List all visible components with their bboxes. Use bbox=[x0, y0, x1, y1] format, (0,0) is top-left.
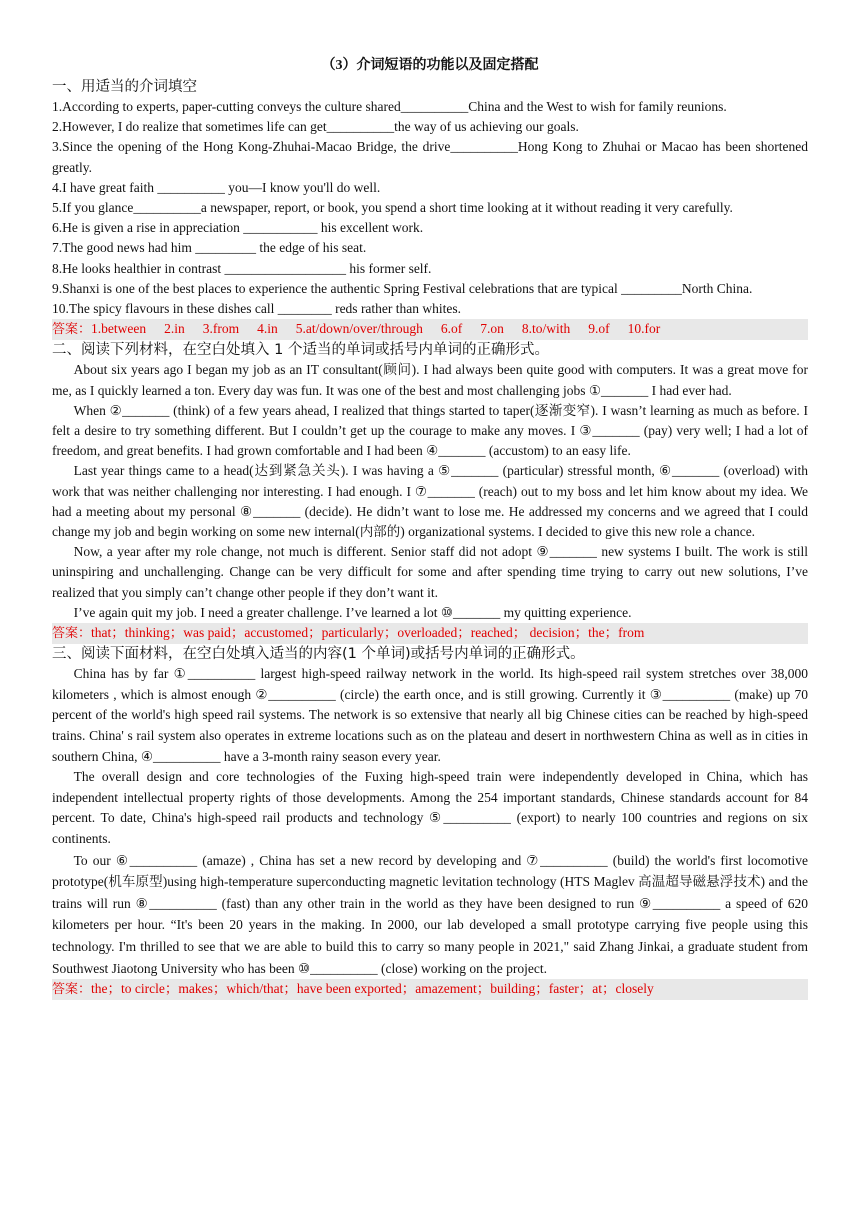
passage-paragraph: The overall design and core technologies of the Fuxing high-speed train were independently developed in China, which has independent intellectual property rights of those developments. Among the 254 important standards, Chinese standards account for 84 percent. To date, China's high-speed rail products and technology ⑤__________ (export) to nearly 100 countries and regions on six continents. bbox=[52, 769, 808, 847]
question-item: 5.If you glance__________a newspaper, report, or book, you spend a short time looking at it without reading it very carefully. bbox=[52, 200, 733, 216]
answer-item: 2.in bbox=[164, 321, 185, 337]
passage-paragraph: I’ve again quit my job. I need a greater challenge. I’ve learned a lot ⑩_______ my quitting experience. bbox=[73, 604, 632, 620]
answer-item: 7.on bbox=[480, 321, 504, 337]
answer-item: 8.to/with bbox=[521, 321, 571, 337]
section3-heading: 三、阅读下面材料，在空白处填入适当的内容(1 个单词)或括号内单词的正确形式。 bbox=[52, 646, 585, 663]
passage-paragraph: About six years ago I began my job as an IT consultant(顾问). I had always been quite good with computers. It was a great move for me, as I quickly learned a ton. Every day was fun. It was one of the best and most challenging jobs ①_______ I had ever had. bbox=[52, 362, 808, 398]
section1-answer bbox=[52, 319, 808, 340]
answer-item: 3.from bbox=[202, 321, 240, 337]
question-item: 9.Shanxi is one of the best places to experience the authentic Spring Festival celebrations that are typical _________North China. bbox=[52, 280, 753, 296]
question-item: 2.However, I do realize that sometimes life can get__________the way of us achieving our goals. bbox=[52, 119, 579, 135]
passage-paragraph: Last year things came to a head(达到紧急关头). I was having a ⑤_______ (particular) stressful month, ⑥_______ (overload) with work that was neither challenging nor interesting. I had enough. I ⑦_______ (reach) out to my boss and let him know about my idea. We had a meeting about my personal ⑧_______ (decide). He didn’t want to lose me. He addressed my concerns and we agreed that I could change my job and begin working on some new internal(内部的) organizational systems. I decided to give this new role a chance. bbox=[52, 463, 808, 540]
answer-label: 答案： bbox=[52, 982, 92, 998]
document-title: （3）介词短语的功能以及固定搭配 bbox=[321, 58, 539, 73]
answer-item: 1.between bbox=[91, 321, 147, 337]
question-item: 4.I have great faith __________ you—I know you'll do well. bbox=[52, 179, 381, 195]
passage-paragraph: When ②_______ (think) of a few years ahead, I realized that things started to taper(逐渐变窄). I wasn’t learning as much as before. I felt a desire to try something different. But I couldn’t get up the courage to make any moves. I ③_______ (pay) very well; I had a lot of freedom, and great benefits. I had grown comfortable and I had been ④_______ (accustom) to an easy life. bbox=[52, 402, 808, 459]
section3-answer bbox=[52, 979, 808, 1000]
answer-item: 6.of bbox=[440, 321, 463, 337]
section1-heading: 一、用适当的介词填空 bbox=[52, 79, 197, 95]
answer-item: 9.of bbox=[588, 321, 610, 337]
question-item: 8.He looks healthier in contrast __________________ his former self. bbox=[52, 260, 432, 276]
document-page bbox=[52, 56, 808, 1000]
answer-text: the；to circle；makes；which/that；have been exported；amazement；building；faster；at；closely bbox=[91, 981, 654, 997]
answer-item: 4.in bbox=[257, 321, 278, 337]
question-item: 6.He is given a rise in appreciation ___________ his excellent work. bbox=[52, 220, 424, 236]
section2-heading: 二、阅读下列材料，在空白处填入 1 个适当的单词或括号内单词的正确形式。 bbox=[52, 342, 549, 359]
question-item: 3.Since the opening of the Hong Kong-Zhuhai-Macao Bridge, the drive__________Hong Kong to Zhuhai or Macao has been shortened greatly. bbox=[52, 139, 808, 175]
answer-label: 答案： bbox=[52, 626, 92, 642]
answer-text: that；thinking；was paid；accustomed；particularly；overloaded；reached； decision；the；from bbox=[91, 625, 645, 641]
question-item: 1.According to experts, paper-cutting conveys the culture shared__________China and the West to wish for family reunions. bbox=[52, 99, 727, 114]
answer-label: 答案： bbox=[52, 322, 92, 338]
section2-answer bbox=[52, 623, 808, 644]
section3 bbox=[52, 644, 808, 979]
answer-item: 10.for bbox=[627, 321, 661, 337]
passage-paragraph: Now, a year after my role change, not much is different. Senior staff did not adopt ⑨_______ new systems I built. The work is still uninspiring and unchallenging. Change can be very difficult for some and after spending time trying to carry out new solutions, I’ve realized that you simply can’t change other people if they don’t want it. bbox=[52, 544, 808, 600]
question-item: 7.The good news had him _________ the edge of his seat. bbox=[52, 240, 367, 256]
passage-paragraph: To our ⑥__________ (amaze) , China has set a new record by developing and ⑦__________ (build) the world's first locomotive prototype(机车原型)using high-temperature superconducting magnetic levitation technology (HTS Maglev 高温超导磁悬浮技术) and the trains will run ⑧__________ (fast) than any other train in the world as they have been designed to run ⑨__________ a speed of 620 kilometers per hour. “It's been 20 years in the making. In 2000, our lab developed a small prototype carrying five people using this technology. I'm thrilled to see that we are able to build this to carry so many people in 2021," said Zhang Jinkai, a graduate student from Southwest Jiaotong University who has been ⑩__________ (close) working on the project. bbox=[52, 852, 808, 976]
passage-paragraph: China has by far ①__________ largest high-speed railway network in the world. Its high-speed rail system stretches over 38,000 kilometers , which is almost enough ②__________ (circle) the earth once, and is still growing. Currently it ③__________ (make) up 70 percent of the world's high speed rail systems. The network is so extensive that nearly all big Chinese cities can be reached by high-speed trains. China' s rail system also operates in extreme locations such as on the plateau and desert in northwestern China as well as in cities in southern China, ④__________ have a 3-month rainy season every year. bbox=[52, 666, 808, 764]
question-item: 10.The spicy flavours in these dishes call ________ reds rather than whites. bbox=[52, 301, 462, 317]
answer-item: 5.at/down/over/through bbox=[295, 321, 423, 337]
